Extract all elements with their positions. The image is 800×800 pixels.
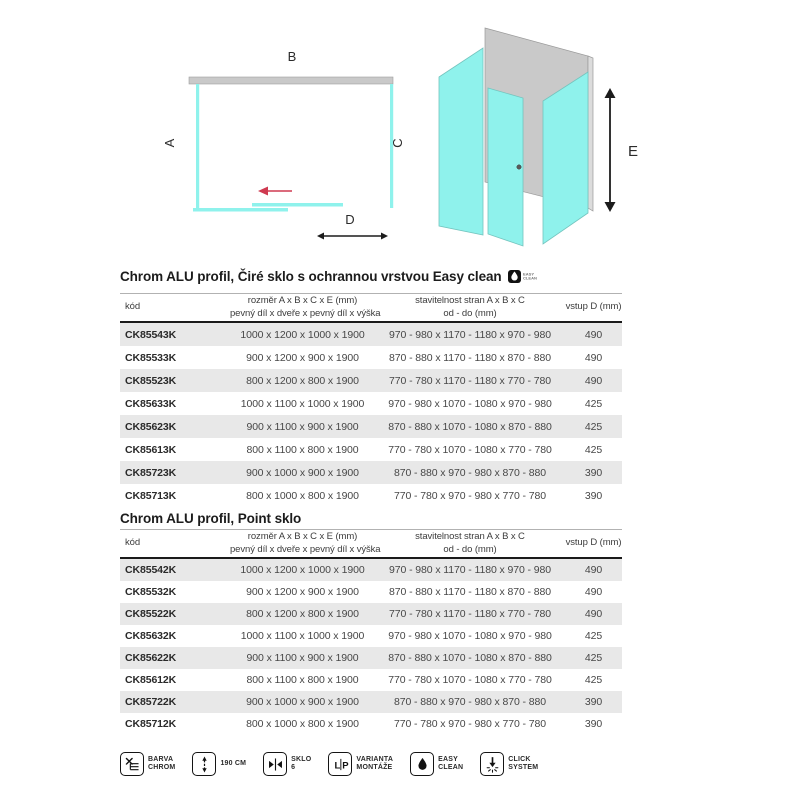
dim-label-a: A — [162, 138, 177, 148]
glass-fixed-part — [193, 208, 288, 212]
cell-range: 870 - 880 x 1070 - 1080 x 870 - 880 — [388, 652, 552, 664]
cell-range: 870 - 880 x 970 - 980 x 870 - 880 — [394, 696, 546, 708]
cell-entry: 490 — [584, 564, 603, 576]
badge-label: BARVA CHROM — [148, 755, 176, 771]
cell-size: 1000 x 1100 x 1000 x 1900 — [240, 630, 365, 642]
table-row — [120, 691, 622, 713]
cell-code: CK85612K — [125, 674, 177, 686]
table-row — [120, 484, 622, 507]
badge-label: 190 CM — [220, 759, 247, 767]
cell-size: 1000 x 1200 x 1000 x 1900 — [240, 564, 365, 576]
door-direction-arrow — [258, 187, 292, 196]
cell-range: 770 - 780 x 1070 - 1080 x 770 - 780 — [388, 674, 552, 686]
wall-bar — [189, 77, 393, 84]
easy-clean-drop-icon — [508, 270, 521, 283]
cell-entry: 390 — [584, 696, 603, 708]
table-row — [120, 392, 622, 415]
col-header-kod: kód — [125, 301, 141, 313]
cell-range: 870 - 880 x 1170 - 1180 x 870 - 880 — [389, 351, 551, 364]
cell-size: 900 x 1000 x 900 x 1900 — [246, 466, 359, 479]
cell-code: CK85722K — [125, 696, 177, 708]
cell-entry: 425 — [584, 443, 603, 456]
entry-width-arrow — [317, 233, 388, 240]
cell-code: CK85713K — [125, 489, 177, 502]
col-header-vstup: vstup D (mm) — [565, 537, 622, 549]
easy-clean-badge — [508, 267, 583, 286]
sklo-6-icon — [263, 752, 287, 776]
section-title-text: Chrom ALU profil, Čiré sklo s ochrannou vrstvou Easy clean — [120, 268, 502, 284]
table-header — [120, 293, 622, 323]
cell-code: CK85523K — [125, 374, 177, 387]
cell-range: 970 - 980 x 1070 - 1080 x 970 - 980 — [388, 630, 552, 642]
badge-sklo-6 — [263, 752, 311, 776]
easy-clean-badge-label: EASY CLEAN — [522, 271, 537, 281]
table-row — [120, 346, 622, 369]
feature-badges-row — [120, 752, 538, 776]
cell-entry: 490 — [584, 328, 603, 341]
cell-code: CK85632K — [125, 630, 177, 642]
cell-code: CK85622K — [125, 652, 177, 664]
cell-entry: 425 — [584, 420, 603, 433]
table-row — [120, 438, 622, 461]
cell-range: 770 - 780 x 1170 - 1180 x 770 - 780 — [389, 608, 551, 620]
table-row — [120, 415, 622, 438]
section-title-point — [120, 511, 301, 526]
table-row — [120, 461, 622, 484]
cell-code: CK85723K — [125, 466, 177, 479]
badge-height-190 — [192, 752, 246, 776]
col-header-vstup: vstup D (mm) — [565, 301, 622, 313]
cell-entry: 490 — [584, 374, 603, 387]
table-row — [120, 581, 622, 603]
spec-table-easy-clean — [120, 293, 622, 507]
section-title-easy-clean — [120, 267, 583, 286]
cell-entry: 390 — [584, 466, 603, 479]
table-row — [120, 603, 622, 625]
cell-range: 870 - 880 x 1170 - 1180 x 870 - 880 — [389, 586, 551, 598]
table-row — [120, 559, 622, 581]
cell-range: 770 - 780 x 1070 - 1080 x 770 - 780 — [388, 443, 552, 456]
col-header-rozmer: rozměr A x B x C x E (mm) pevný díl x dveře x pevný díl x výška — [230, 531, 381, 555]
cell-entry: 425 — [584, 630, 603, 642]
cell-range: 770 - 780 x 1170 - 1180 x 770 - 780 — [389, 374, 551, 387]
click-system-icon — [480, 752, 504, 776]
top-view-diagram — [120, 25, 420, 255]
svg-text:L: L — [334, 759, 341, 771]
cell-range: 770 - 780 x 970 - 980 x 770 - 780 — [394, 489, 546, 502]
badge-label: SKLO 6 — [291, 755, 312, 771]
cell-code: CK85623K — [125, 420, 177, 433]
glass-sliding-door — [252, 203, 343, 207]
cell-size: 900 x 1000 x 900 x 1900 — [246, 696, 359, 708]
cell-entry: 490 — [584, 351, 603, 364]
cell-entry: 490 — [584, 608, 603, 620]
height-arrow — [605, 88, 616, 212]
table-row — [120, 669, 622, 691]
col-header-kod: kód — [125, 537, 141, 549]
badge-label: EASY CLEAN — [438, 755, 464, 771]
glass-panel-right — [543, 72, 588, 244]
badge-varianta-montaze — [328, 752, 393, 776]
cell-code: CK85712K — [125, 718, 177, 730]
col-header-stavitelnost: stavitelnost stran A x B x C od - do (mm) — [415, 295, 525, 319]
cell-code: CK85533K — [125, 351, 177, 364]
table-row — [120, 625, 622, 647]
cell-entry: 390 — [584, 718, 603, 730]
cell-range: 870 - 880 x 970 - 980 x 870 - 880 — [394, 466, 546, 479]
barva-chrom-icon — [120, 752, 144, 776]
cell-size: 800 x 1100 x 800 x 1900 — [246, 443, 359, 456]
cell-size: 1000 x 1200 x 1000 x 1900 — [240, 328, 365, 341]
cell-size: 900 x 1200 x 900 x 1900 — [246, 586, 359, 598]
svg-text:P: P — [342, 759, 349, 771]
cell-code: CK85522K — [125, 608, 177, 620]
cell-code: CK85613K — [125, 443, 177, 456]
cell-size: 900 x 1100 x 900 x 1900 — [246, 652, 359, 664]
cell-entry: 425 — [584, 397, 603, 410]
cell-code: CK85543K — [125, 328, 177, 341]
cell-size: 800 x 1100 x 800 x 1900 — [246, 674, 359, 686]
cell-range: 970 - 980 x 1170 - 1180 x 970 - 980 — [389, 564, 551, 576]
col-header-stavitelnost: stavitelnost stran A x B x C od - do (mm) — [415, 531, 525, 555]
table-row — [120, 369, 622, 392]
height-190-icon — [192, 752, 216, 776]
cell-code: CK85633K — [125, 397, 177, 410]
cell-entry: 425 — [584, 674, 603, 686]
glass-side-a — [196, 84, 199, 210]
col-header-rozmer: rozměr A x B x C x E (mm) pevný díl x dveře x pevný díl x výška — [230, 295, 381, 319]
badge-label: VARIANTA MONTÁŽE — [356, 755, 394, 771]
cell-code: CK85542K — [125, 564, 177, 576]
cell-size: 800 x 1200 x 800 x 1900 — [246, 374, 359, 387]
back-wall-edge — [588, 56, 593, 211]
dim-label-b: B — [287, 49, 297, 64]
iso-view-diagram — [430, 15, 660, 260]
spec-table-point — [120, 529, 622, 735]
table-row — [120, 323, 622, 346]
cell-size: 900 x 1100 x 900 x 1900 — [246, 420, 359, 433]
door-knob — [517, 165, 521, 169]
badge-barva-chrom — [120, 752, 175, 776]
cell-range: 770 - 780 x 970 - 980 x 770 - 780 — [394, 718, 546, 730]
cell-entry: 490 — [584, 586, 603, 598]
cell-size: 800 x 1000 x 800 x 1900 — [246, 718, 359, 730]
varianta-montaze-icon — [328, 752, 352, 776]
section-title-text: Chrom ALU profil, Point sklo — [120, 511, 302, 526]
cell-range: 870 - 880 x 1070 - 1080 x 870 - 880 — [388, 420, 552, 433]
glass-panel-left — [439, 48, 483, 235]
cell-size: 900 x 1200 x 900 x 1900 — [246, 351, 359, 364]
cell-entry: 390 — [584, 489, 603, 502]
cell-size: 800 x 1200 x 800 x 1900 — [246, 608, 359, 620]
dim-label-e: E — [628, 143, 639, 160]
cell-entry: 425 — [584, 652, 603, 664]
table-header — [120, 529, 622, 559]
dim-label-d: D — [345, 212, 355, 227]
badge-easy-clean — [410, 752, 463, 776]
cell-code: CK85532K — [125, 586, 177, 598]
cell-range: 970 - 980 x 1170 - 1180 x 970 - 980 — [389, 328, 551, 341]
table-row — [120, 713, 622, 735]
table-row — [120, 647, 622, 669]
dim-label-c: C — [390, 138, 405, 148]
cell-size: 1000 x 1100 x 1000 x 1900 — [240, 397, 365, 410]
badge-click-system — [480, 752, 538, 776]
badge-label: CLICK SYSTEM — [508, 755, 539, 771]
cell-range: 970 - 980 x 1070 - 1080 x 970 - 980 — [388, 397, 552, 410]
cell-size: 800 x 1000 x 800 x 1900 — [246, 489, 359, 502]
easy-clean-icon — [410, 752, 434, 776]
